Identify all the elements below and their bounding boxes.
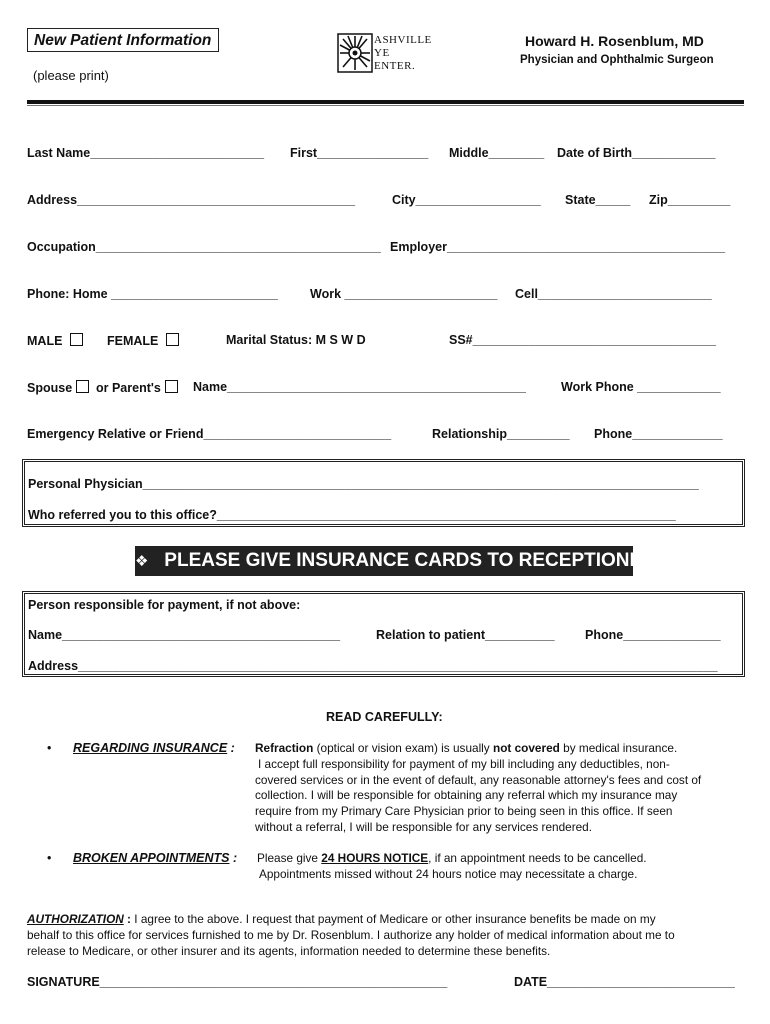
- doctor-name: Howard H. Rosenblum, MD: [525, 33, 704, 49]
- insurance-line-5: require from my Primary Care Physician prior to being seen in this office. If seen: [255, 804, 673, 819]
- read-carefully-heading: READ CAREFULLY:: [326, 710, 443, 724]
- diamond-left-icon: ❖: [135, 553, 149, 570]
- appointments-bullet: •: [47, 851, 52, 865]
- cell-phone-field[interactable]: Cell_________________________: [515, 287, 712, 301]
- authorization-line-2: behalf to this office for services furnished to me by Dr. Rosenblum. I authorize any holder of medical information about me to: [27, 927, 675, 942]
- spouse-work-phone-field[interactable]: Work Phone ____________: [561, 380, 721, 394]
- parent-checkbox[interactable]: [165, 380, 178, 393]
- payer-address-field[interactable]: Address____________________________________________________________________________________________: [28, 659, 718, 673]
- marital-status-field[interactable]: Marital Status: M S W D: [226, 333, 366, 347]
- appointments-line-1-start: Please give: [257, 851, 322, 865]
- personal-physician-field[interactable]: Personal Physician________________________________________________________________________________: [28, 477, 699, 491]
- nashville-eye-center-logo: [336, 30, 436, 76]
- refraction-term: Refraction: [255, 741, 314, 755]
- spouse-checkbox[interactable]: [76, 380, 89, 393]
- address-field[interactable]: Address________________________________________: [27, 193, 356, 207]
- spouse-option: [27, 380, 89, 395]
- occupation-field[interactable]: Occupation_________________________________________: [27, 240, 381, 254]
- authorization-line-1-text: I agree to the above. I request that payment of Medicare or other insurance benefits be made on my: [130, 912, 656, 926]
- insurance-label-colon: :: [230, 741, 235, 755]
- broken-appointments-text: BROKEN APPOINTMENTS: [73, 851, 230, 865]
- authorization-line-1: [27, 912, 675, 928]
- appointments-line-1: [257, 851, 647, 867]
- broken-appointments-label: [73, 851, 237, 865]
- insurance-line-4: collection. I will be responsible for obtaining any referral which my insurance may: [255, 788, 678, 803]
- insurance-line-6: without a referral, I will be responsible for any services rendered.: [255, 819, 593, 834]
- last-name-field[interactable]: Last Name_________________________: [27, 146, 265, 160]
- insurance-line-1-end: by medical insurance.: [559, 741, 678, 755]
- insurance-line-1: [255, 741, 701, 757]
- appointments-line-2: Appointments missed without 24 hours notice may necessitate a charge.: [259, 866, 638, 881]
- payer-name-field[interactable]: Name________________________________________: [28, 628, 341, 642]
- female-label: FEMALE: [107, 334, 159, 348]
- signature-field[interactable]: SIGNATURE__________________________________________________: [27, 975, 448, 989]
- authorization-line-3: release to Medicare, or other insurer and its agents, information needed to determine these benefits.: [27, 943, 551, 958]
- insurance-paragraph: [255, 741, 701, 836]
- referral-source-field[interactable]: Who referred you to this office?__________________________________________________________________: [28, 508, 676, 522]
- work-phone-field[interactable]: Work ______________________: [310, 287, 498, 301]
- appointments-paragraph: [257, 851, 647, 883]
- spouse-parent-name-field[interactable]: Name___________________________________________: [193, 380, 526, 394]
- broken-label-colon: :: [232, 851, 238, 865]
- insurance-line-1-mid: (optical or vision exam) is usually: [313, 741, 493, 755]
- payer-phone-field[interactable]: Phone______________: [585, 628, 721, 642]
- logo-line-nashville: ASHVILLE: [374, 34, 432, 46]
- appointments-line-1-end: , if an appointment needs to be cancelled.: [428, 851, 647, 865]
- male-option: [27, 333, 83, 348]
- first-name-field[interactable]: First________________: [290, 146, 429, 160]
- header-divider-thin: [27, 105, 744, 106]
- insurance-line-2: I accept full responsibility for payment of my bill including any deductibles, non-: [258, 756, 670, 771]
- not-covered-term: not covered: [492, 741, 560, 755]
- regarding-insurance-label: [73, 741, 235, 755]
- logo-line-eye: YE: [374, 47, 390, 59]
- parent-option: [96, 380, 178, 395]
- doctor-title: Physician and Ophthalmic Surgeon: [520, 54, 714, 66]
- parent-label: or Parent's: [96, 381, 161, 395]
- home-phone-field[interactable]: Phone: Home ________________________: [27, 287, 278, 301]
- ssn-field[interactable]: SS#___________________________________: [449, 333, 716, 347]
- male-label: MALE: [27, 334, 63, 348]
- relationship-field[interactable]: Relationship_________: [432, 427, 570, 441]
- authorization-colon: :: [123, 912, 131, 926]
- employer-field[interactable]: Employer________________________________________: [390, 240, 726, 254]
- please-print-note: (please print): [33, 68, 109, 83]
- male-checkbox[interactable]: [70, 333, 83, 346]
- emergency-phone-field[interactable]: Phone_____________: [594, 427, 723, 441]
- date-of-birth-field[interactable]: Date of Birth____________: [557, 146, 716, 160]
- 24-hours-notice-term: 24 HOURS NOTICE: [321, 851, 429, 865]
- diamond-right-icon: ❖: [674, 553, 689, 570]
- authorization-paragraph: [27, 912, 675, 959]
- payer-relation-field[interactable]: Relation to patient__________: [376, 628, 555, 642]
- date-field[interactable]: DATE___________________________: [514, 975, 735, 989]
- regarding-insurance-text: REGARDING INSURANCE: [73, 741, 228, 755]
- banner-text: PLEASE GIVE INSURANCE CARDS TO RECEPTIONIST: [164, 550, 660, 571]
- payment-heading: Person responsible for payment, if not above:: [28, 598, 301, 612]
- form-title: New Patient Information: [27, 28, 219, 52]
- emergency-contact-field[interactable]: Emergency Relative or Friend___________________________: [27, 427, 392, 441]
- insurance-bullet: •: [47, 741, 52, 755]
- header-divider: [27, 100, 744, 104]
- logo-line-center: ENTER.: [374, 60, 416, 72]
- insurance-line-3: covered services or in the event of default, any reasonable attorney's fees and cost of: [255, 772, 702, 787]
- city-field[interactable]: City__________________: [392, 193, 541, 207]
- middle-name-field[interactable]: Middle________: [449, 146, 545, 160]
- spouse-label: Spouse: [27, 381, 73, 395]
- zip-field[interactable]: Zip_________: [649, 193, 731, 207]
- female-option: [107, 333, 179, 348]
- state-field[interactable]: State_____: [565, 193, 631, 207]
- authorization-label: AUTHORIZATION: [27, 912, 124, 926]
- insurance-cards-banner: [135, 546, 689, 576]
- female-checkbox[interactable]: [166, 333, 179, 346]
